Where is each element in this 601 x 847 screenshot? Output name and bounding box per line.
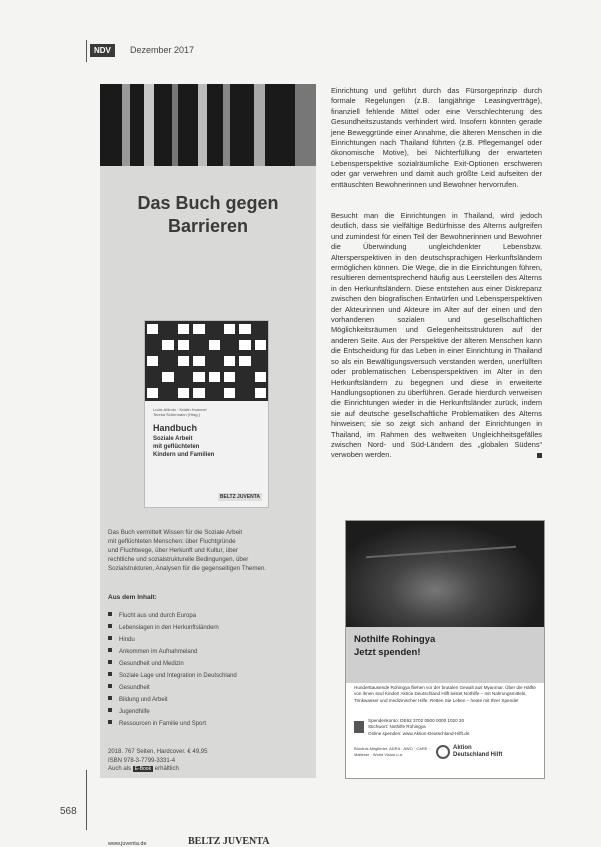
stripe (122, 84, 130, 166)
list-item: Jugendhilfe (108, 706, 237, 718)
page-number: 568 (60, 806, 77, 817)
book-advertisement (100, 84, 316, 847)
bullet-icon (108, 636, 112, 640)
donation-url[interactable]: Online spenden: www.Aktion-Deutschland-Hilft.de (368, 730, 470, 736)
pattern-cell (178, 388, 189, 398)
list-item: Ankommen im Aufnahmeland (108, 646, 237, 658)
pattern-cell (209, 340, 220, 350)
stripe (254, 84, 265, 166)
aid-brand: Aktion Deutschland Hilft (453, 745, 503, 758)
pattern-cell (255, 372, 266, 382)
pattern-cell (147, 340, 158, 350)
donation-account: Spendenkonto: DE62 3702 0500 0000 1020 30 Stichwort: Nothilfe Rohingya Online spenden: www.Aktion-Deutschland-Hilft.de (368, 718, 538, 737)
pattern-cell (178, 324, 189, 334)
pattern-cell (162, 340, 173, 350)
bullet-icon (108, 648, 112, 652)
book-publisher: BELTZ JUVENTA (219, 494, 260, 500)
pattern-cell (239, 356, 250, 366)
pattern-cell (255, 356, 266, 366)
pattern-cell (239, 388, 250, 398)
stripe (230, 84, 254, 166)
pattern-cell (193, 324, 204, 334)
bullet-icon (108, 612, 112, 616)
bullet-icon (108, 624, 112, 628)
stripe-banner (100, 84, 316, 166)
contents-heading: Aus dem Inhalt: (108, 594, 157, 601)
pattern-cell (239, 324, 250, 334)
pattern-cell (224, 388, 235, 398)
stripe (178, 84, 198, 166)
pattern-cell (255, 324, 266, 334)
pattern-cell (162, 388, 173, 398)
list-item: Gesundheit (108, 682, 237, 694)
stripe (207, 84, 223, 166)
book-subtitle: Soziale Arbeit mit geflüchteten Kindern und Familien (153, 436, 215, 458)
end-of-article-icon (537, 453, 542, 458)
pattern-cell (147, 324, 158, 334)
aid-logo-icon (436, 745, 450, 759)
donation-text: Hunderttausende Rohingya fliehen vor der brutalen Gewalt aus Myanmar. Über die Hälfte von ihnen sind Kinder! Aktion Deutschland Hilft leistet Nothilfe – mit Nahrungsmitteln, Trinkwasser und medizinischer Hilfe. Retten Sie Leben – heute mit Ihrer Spende! (354, 685, 536, 703)
bullet-icon (108, 696, 112, 700)
pattern-cell (209, 388, 220, 398)
bullet-icon (108, 684, 112, 688)
pattern-cell (162, 324, 173, 334)
ebook-badge: E-Book (134, 766, 152, 772)
pattern-cell (224, 340, 235, 350)
refugee-photo (346, 521, 544, 627)
pattern-cell (147, 388, 158, 398)
stripe (100, 84, 122, 166)
ad-title-line2: Barrieren (167, 216, 249, 236)
pattern-cell (193, 340, 204, 350)
pattern-cell (193, 356, 204, 366)
list-item: Ressourcen in Familie und Sport (108, 718, 237, 730)
ad-title-line1: Das Buch gegen (137, 193, 279, 213)
pattern-cell (193, 372, 204, 382)
list-item: Gesundheit und Medizin (108, 658, 237, 670)
ad-description: Das Buch vermittelt Wissen für die Soziale Arbeit mit geflüchteten Menschen: über Fluchtgründe und Fluchtwege, über Herkunft und Kultur, über rechtliche und sozialstrukturelle Bedingungen, über Sozialstrukturen, Analysen für die gegenseitigen Themen. (108, 529, 267, 572)
pattern-cell (147, 372, 158, 382)
cover-pattern (145, 321, 268, 401)
list-item: Flucht aus und durch Europa (108, 610, 237, 622)
pattern-cell (209, 356, 220, 366)
pattern-cell (239, 340, 250, 350)
pattern-cell (178, 372, 189, 382)
pattern-cell (147, 356, 158, 366)
book-price-info: 2018. 767 Seiten, Hardcover. € 49,95 ISBN 978-3-7799-3331-4 Auch als E-Book erhältlich (108, 749, 208, 772)
partner-logos: Bündnis-Mitglieder: ADRA · AWO · CARE · Malteser · World Vision u.a. (354, 746, 430, 757)
book-cover (144, 320, 269, 508)
bullet-icon (108, 720, 112, 724)
pattern-cell (224, 324, 235, 334)
pattern-cell (162, 372, 173, 382)
pattern-cell (255, 340, 266, 350)
list-item: Lebenslagen in den Herkunftsländern (108, 622, 237, 634)
publisher-logo: BELTZ JUVENTA (188, 836, 270, 847)
footer-rule (86, 770, 87, 830)
book-title: Handbuch (153, 423, 197, 433)
header-rule (86, 40, 87, 62)
list-item: Bildung und Arbeit (108, 694, 237, 706)
donation-title: Nothilfe Rohingya Jetzt spenden! (354, 634, 436, 658)
pattern-cell (209, 372, 220, 382)
stripe (130, 84, 144, 166)
pattern-cell (178, 356, 189, 366)
pattern-cell (224, 356, 235, 366)
stripe (154, 84, 172, 166)
body-paragraph-2: Besucht man die Einrichtungen in Thailand, wird jedoch deutlich, dass sie vielfältige Bedürfnisse des Alterns aufgreifen und zumindest für einen Teil der Bewohnerinnen und Bewohner die Überwindung ungleichdenkter Lebensbzw. Altersperspektiven in den deutschsprachigen Herkunftsländern ermöglichen können. Die Wege, die in die Einrichtungen führen, resultieren dementsprechend häufig aus Leerstellen des Alterns in den Herkunftsländern. Diese entstehen aus einer Diskrepanz zwischen den biografischen Entwürfen und Lebensperspektiven der Akteurinnen und Akteure im Alter auf der einen und den vorhandenen sozialen und gesellschaftlichen Möglichkeitsräumen und Gelegenheitsstrukturen auf der anderen Seite. Aus der Perspektive der älteren Menschen kann die Entscheidung für das Leben in einer Einrichtung in Thailand so als ein Bewältigungsversuch verstanden werden, unerfüllten oder problematischen Lebensperspektiven im Alter in den Herkunftsländern zu begegnen und diese in erweiterte Handlungsoptionen zu überführen. Gerade hierdurch verweisen die Einrichtungen wieder in die Herkunftsländer zurück, indem sie auf deutsche gesellschaftliche Problematiken des Alterns hinweisen; sie so zeigt sich anhand der Einrichtungen in Thailand, im Rahmen des weltweiten Ungleichheitsgefälles zwischen Nord- und Süd-Ländern des „globalen Südens“ verwoben werden. (331, 211, 542, 460)
qr-code-icon (354, 721, 364, 733)
issue-date: Dezember 2017 (130, 45, 195, 55)
pattern-cell (224, 372, 235, 382)
bullet-icon (108, 660, 112, 664)
journal-badge: NDV (90, 44, 115, 57)
book-authors: Lucie Arlindo · Kristin Hummel Teresa Schermann (Hrsg.) (153, 407, 207, 417)
stripe (265, 84, 295, 166)
pattern-cell (162, 356, 173, 366)
pattern-cell (239, 372, 250, 382)
contents-list (108, 610, 237, 730)
stripe (295, 84, 316, 166)
donation-advertisement (345, 520, 545, 779)
pattern-cell (255, 388, 266, 398)
pattern-cell (178, 340, 189, 350)
pattern-cell (209, 324, 220, 334)
publisher-url[interactable]: www.juventa.de (108, 841, 147, 847)
list-item: Hindu (108, 634, 237, 646)
bullet-icon (108, 708, 112, 712)
body-paragraph-1: Einrichtung und geführt durch das Fürsorgeprinzip durch formale Regelungen (z.B. langjährige Leasingverträge), finanziell fehlende Mittel oder eine Verschlechterung des Gesundheitszustands verhindert wird. Insofern könnten gerade jene Beweggründe einer Annahme, die älteren Menschen in die Einrichtungen nach Thailand führten (z.B. Pflegemangel oder ökonomische Motive), bei Nichterfüllung der erwarteten Lebensperspektive sozialräumliche Exit-Optionen erschweren oder gar verwehren und damit auch größte Leid aufseiten der enttäuschten Bewohnerinnen und Bewohner hervorrufen. (331, 86, 542, 189)
list-item: Soziale Lage und Integration in Deutschland (108, 670, 237, 682)
bullet-icon (108, 672, 112, 676)
pattern-cell (193, 388, 204, 398)
stripe (144, 84, 154, 166)
stripe (198, 84, 207, 166)
stripe (223, 84, 230, 166)
